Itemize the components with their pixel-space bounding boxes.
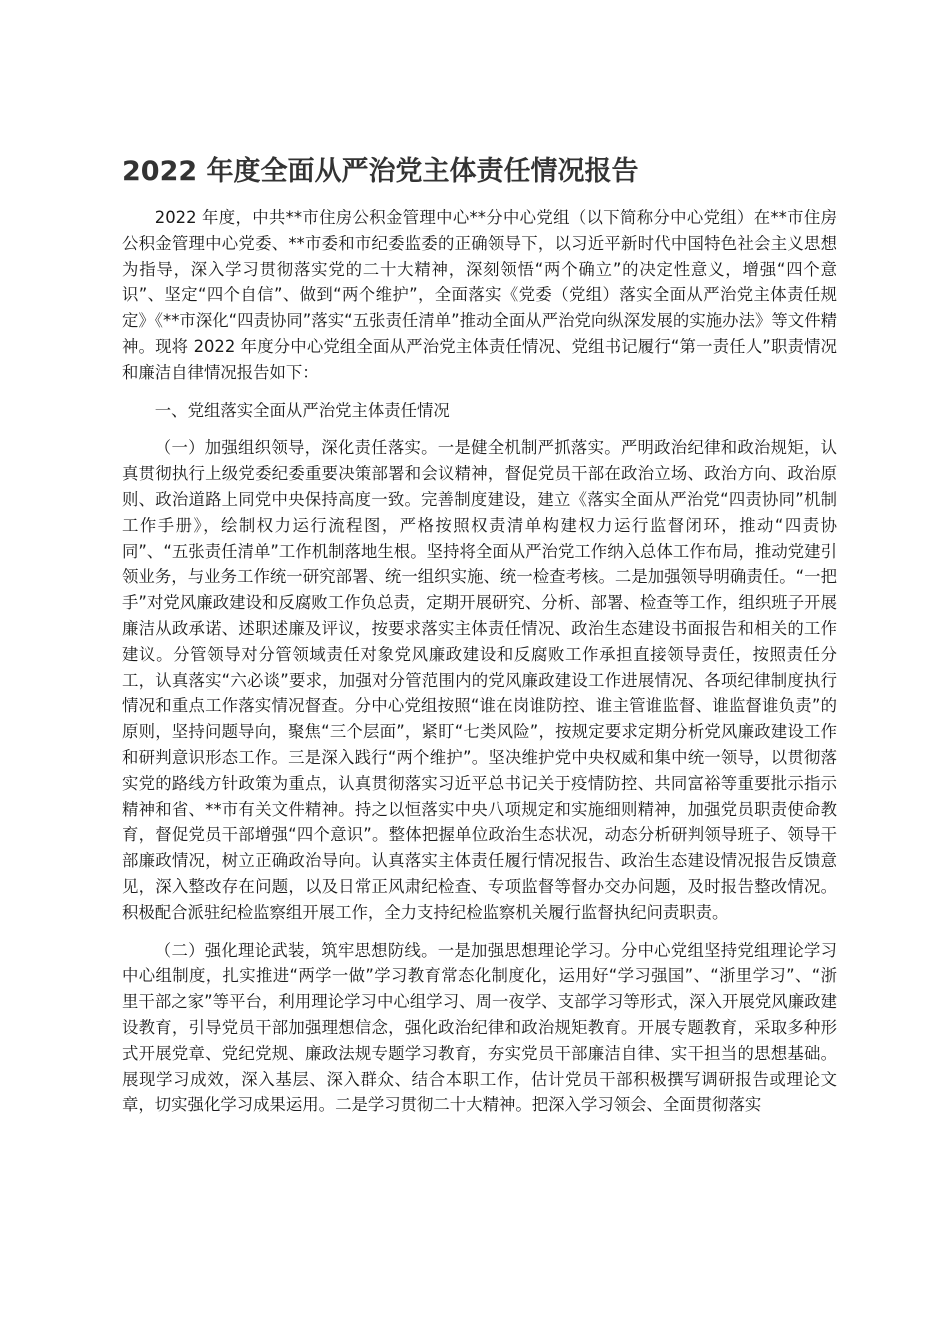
- intro-paragraph: 2022 年度，中共**市住房公积金管理中心**分中心党组（以下简称分中心党组）在**市住房公积金管理中心党委、**市委和市纪委监委的正确领导下，以习近平新时代中国特色社会主义思想为指导，深入学习贯彻落实党的二十大精神，深刻领悟“两个确立”的决定性意义，增强“四个意识”、坚定“四个自信”、做到“两个维护”，全面落实《党委（党组）落实全面从严治党主体责任规定》《**市深化“四责协同”落实“五张责任清单”推动全面从严治党向纵深发展的实施办法》等文件精神。现将 2022 年度分中心党组全面从严治党主体责任情况、党组书记履行“第一责任人”职责情况和廉洁自律情况报告如下：: [122, 208, 837, 382]
- subsection-paragraph-1: （一）加强组织领导，深化责任落实。一是健全机制严抓落实。严明政治纪律和政治规矩，认真贯彻执行上级党委纪委重要决策部署和会议精神，督促党员干部在政治立场、政治方向、政治原则、政治道路上同党中央保持高度一致。完善制度建设，建立《落实全面从严治党“四责协同”机制工作手册》，绘制权力运行流程图，严格按照权责清单构建权力运行监督闭环，推动“四责协同”、“五张责任清单”工作机制落地生根。坚持将全面从严治党工作纳入总体工作布局，推动党建引领业务，与业务工作统一研究部署、统一组织实施、统一检查考核。二是加强领导明确责任。“一把手”对党风廉政建设和反腐败工作负总责，定期开展研究、分析、部署、检查等工作，组织班子开展廉洁从政承诺、述职述廉及评议，按要求落实主体责任情况、政治生态建设书面报告和相关的工作建议。分管领导对分管领域责任对象党风廉政建设和反腐败工作承担直接领导责任，按照责任分工，认真落实“六必谈”要求，加强对分管范围内的党风廉政建设工作进展情况、各项纪律制度执行情况和重点工作落实情况督查。分中心党组按照“谁在岗谁防控、谁主管谁监督、谁监督谁负责”的原则，坚持问题导向，聚焦“三个层面”，紧盯“七类风险”，按规定要求定期分析党风廉政建设工作和研判意识形态工作。三是深入践行“两个维护”。坚决维护党中央权威和集中统一领导，以贯彻落实党的路线方针政策为重点，认真贯彻落实习近平总书记关于疫情防控、共同富裕等重要批示指示精神和省、**市有关文件精神。持之以恒落实中央八项规定和实施细则精神，加强党员职责使命教育，督促党员干部增强“四个意识”。整体把握单位政治生态状况，动态分析研判领导班子、领导干部廉政情况，树立正确政治导向。认真落实主体责任履行情况报告、政治生态建设情况报告反馈意见，深入整改存在问题，以及日常正风肃纪检查、专项监督等督办交办问题，及时报告整改情况。积极配合派驻纪检监察组开展工作，全力支持纪检监察机关履行监督执纪问责职责。: [122, 438, 837, 922]
- subsection-paragraph-2: （二）强化理论武装，筑牢思想防线。一是加强思想理论学习。分中心党组坚持党组理论学习中心组制度，扎实推进“两学一做”学习教育常态化制度化，运用好“学习强国”、“浙里学习”、“浙里干部之家”等平台，利用理论学习中心组学习、周一夜学、支部学习等形式，深入开展党风廉政建设教育，引导党员干部加强理想信念，强化政治纪律和政治规矩教育。开展专题教育，采取多种形式开展党章、党纪党规、廉政法规专题学习教育，夯实党员干部廉洁自律、实干担当的思想基础。展现学习成效，深入基层、深入群众、结合本职工作，估计党员干部积极撰写调研报告或理论文章，切实强化学习成果运用。二是学习贯彻二十大精神。把深入学习领会、全面贯彻落实: [122, 940, 837, 1115]
- document-body: [122, 205, 837, 1130]
- section-heading-1: 一、党组落实全面从严治党主体责任情况: [154, 400, 450, 420]
- document-title: 2022 年度全面从严治党主体责任情况报告: [122, 156, 639, 187]
